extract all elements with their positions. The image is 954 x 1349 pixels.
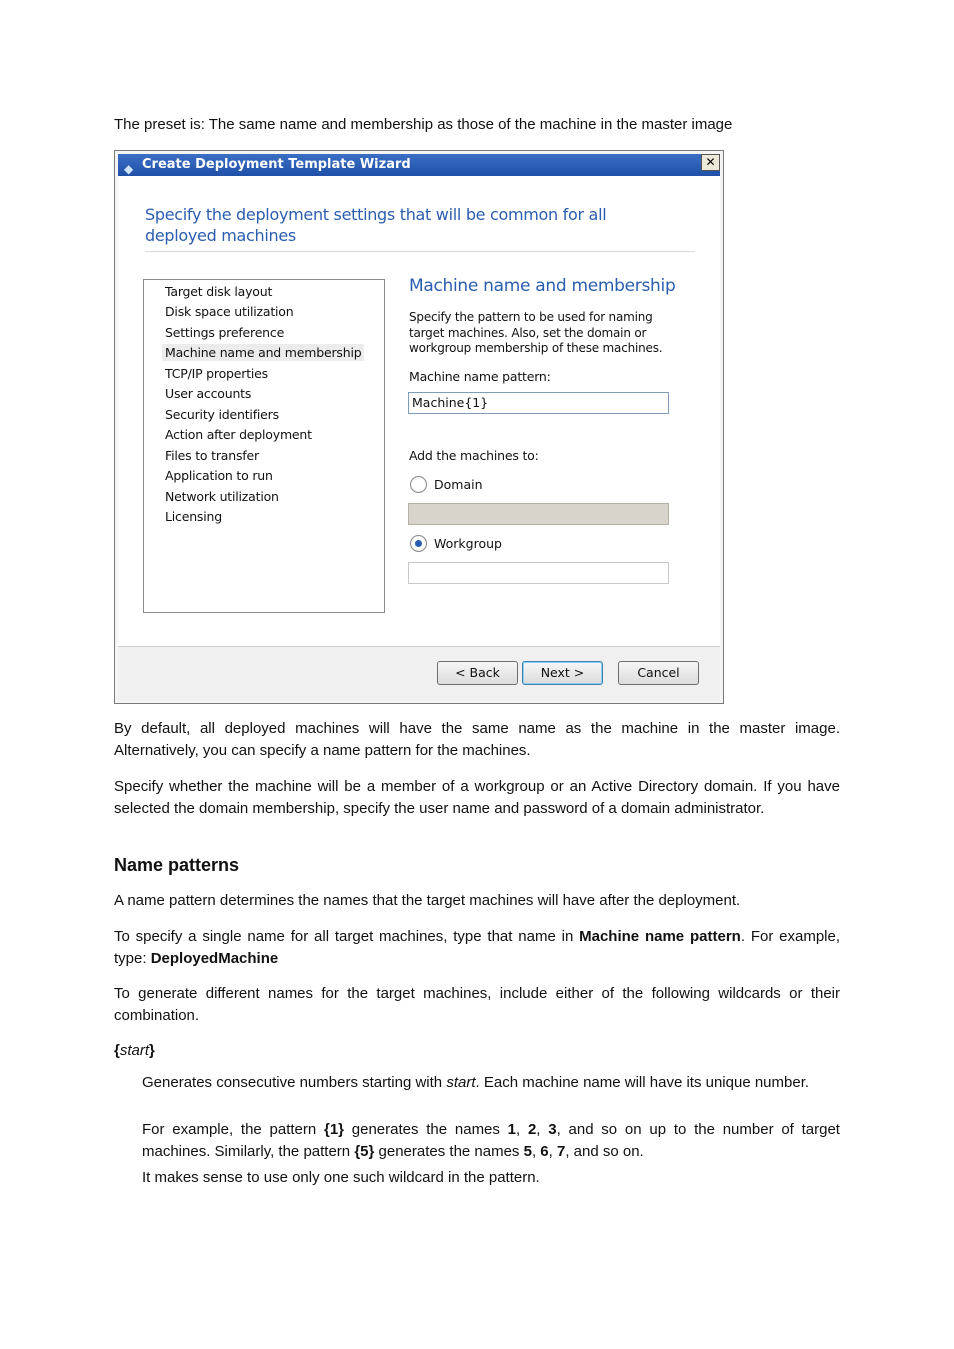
pattern-label: Machine name pattern:	[409, 369, 551, 384]
text: ,	[536, 1121, 549, 1138]
text: ,	[531, 1142, 541, 1160]
divider	[145, 251, 695, 252]
text: To specify a single name for all target machines, type that name in	[114, 928, 580, 945]
add-machines-label: Add the machines to:	[409, 448, 539, 463]
italic-term: start	[446, 1074, 476, 1091]
para-single-name	[114, 926, 840, 969]
step-licensing[interactable]: Licensing	[165, 509, 222, 524]
step-settings-preference[interactable]: Settings preference	[165, 325, 285, 340]
brace-close: }	[149, 1042, 155, 1059]
bold-term: 7	[556, 1142, 566, 1160]
workgroup-input[interactable]	[408, 562, 669, 584]
bold-term: {1}	[323, 1121, 345, 1138]
brace-open: {	[114, 1042, 120, 1059]
step-target-disk-layout[interactable]: Target disk layout	[165, 284, 273, 299]
dialog-body	[118, 176, 720, 646]
machine-name-pattern-input[interactable]: Machine{1}	[408, 392, 669, 414]
para-different-names: To generate different names for the target machines, include either of the following wildcards or their combination.	[114, 985, 840, 1024]
bold-term: 2	[527, 1121, 537, 1138]
para-consecutive-numbers	[142, 1072, 840, 1094]
close-icon[interactable]: ✕	[701, 154, 720, 171]
step-action-after-deployment[interactable]: Action after deployment	[165, 427, 312, 442]
step-disk-space-utilization[interactable]: Disk space utilization	[165, 304, 294, 319]
text: ,	[516, 1121, 528, 1138]
bold-term: 1	[507, 1121, 517, 1138]
section-heading-name-patterns: Name patterns	[114, 855, 240, 875]
para-one-wildcard: It makes sense to use only one such wildcard in the pattern.	[142, 1169, 540, 1186]
button-bar	[118, 646, 720, 700]
text: , and so on.	[565, 1142, 644, 1160]
workgroup-radio-label[interactable]: Workgroup	[434, 536, 502, 551]
intro-text: The preset is: The same name and membership as those of the machine in the master image	[114, 116, 733, 133]
text: generates the names	[374, 1142, 524, 1160]
step-files-to-transfer[interactable]: Files to transfer	[165, 448, 259, 463]
text: For example, the pattern	[142, 1121, 324, 1138]
text: generates the names	[344, 1121, 508, 1138]
dialog-titlebar	[118, 154, 720, 176]
next-button[interactable]: Next >	[522, 661, 603, 685]
cancel-button[interactable]: Cancel	[618, 661, 699, 685]
wizard-icon: ◆	[124, 162, 134, 176]
text: Generates consecutive numbers starting with	[142, 1074, 447, 1091]
wildcard-term	[114, 1040, 840, 1062]
step-application-to-run[interactable]: Application to run	[165, 468, 273, 483]
para-default-name: By default, all deployed machines will have the same name as the machine in the master image. Alternatively, you can specify a name pattern for the machines.	[114, 720, 840, 759]
para-example-pattern	[142, 1119, 840, 1162]
bold-term: 5	[523, 1142, 532, 1160]
section-title: Machine name and membership	[409, 276, 676, 296]
domain-radio[interactable]	[410, 476, 427, 493]
para-membership: Specify whether the machine will be a member of a workgroup or an Active Directory domain. If you have selected the domain membership, specify the user name and password of a domain administrator.	[114, 778, 840, 817]
text: , and so on up to the number of target machines. Similarly, the pattern	[142, 1121, 840, 1160]
text: ,	[548, 1142, 557, 1160]
bold-term: 3	[548, 1121, 557, 1138]
domain-input	[408, 503, 669, 525]
wildcard-word: start	[119, 1042, 150, 1059]
section-description: Specify the pattern to be used for naming target machines. Also, set the domain or workgroup membership of these machines.	[409, 310, 663, 355]
dialog-title: Create Deployment Template Wizard	[142, 157, 411, 172]
step-network-utilization[interactable]: Network utilization	[165, 489, 279, 504]
para-name-pattern-definition: A name pattern determines the names that the target machines will have after the deployment.	[114, 892, 741, 909]
text: . Each machine name will have its unique number.	[475, 1074, 810, 1091]
step-security-identifiers[interactable]: Security identifiers	[165, 407, 279, 422]
wizard-dialog-screenshot	[114, 150, 724, 704]
step-machine-name-membership[interactable]: Machine name and membership	[162, 344, 364, 361]
bold-term: DeployedMachine	[150, 949, 279, 967]
steps-list	[143, 279, 385, 613]
text: . For example, type:	[114, 928, 841, 967]
workgroup-radio[interactable]	[410, 535, 427, 552]
back-button[interactable]: < Back	[437, 661, 518, 685]
bold-term: 6	[540, 1142, 549, 1160]
dialog-heading: Specify the deployment settings that will be common for all deployed machines	[145, 205, 607, 245]
bold-term: {5}	[354, 1142, 375, 1160]
domain-radio-label[interactable]: Domain	[434, 477, 483, 492]
step-user-accounts[interactable]: User accounts	[165, 386, 252, 401]
bold-term: Machine name pattern	[579, 928, 741, 945]
step-tcpip-properties[interactable]: TCP/IP properties	[165, 366, 268, 381]
